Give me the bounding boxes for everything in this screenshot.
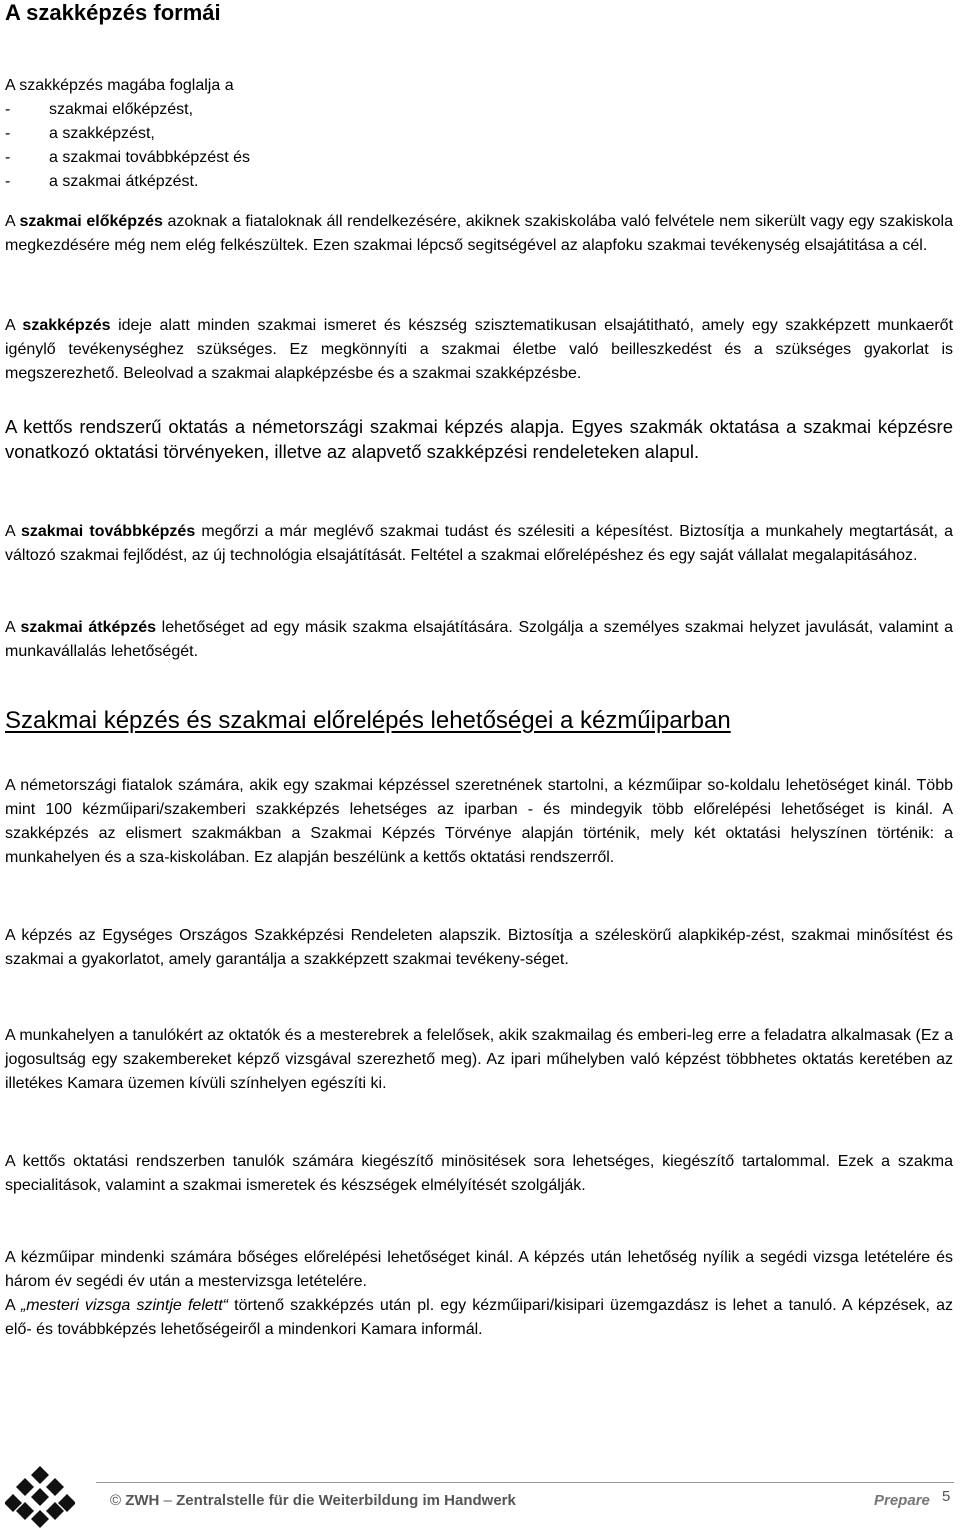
list-item: - a szakmai továbbképzést és	[5, 149, 250, 166]
list-item: - a szakmai átképzést.	[5, 173, 199, 190]
paragraph-retraining: A szakmai átképzés lehetőséget ad egy másik szakma elsajátítására. Szolgálja a személyes szakmai helyzet javulását, valamint a munkavállalás lehetőségét.	[5, 619, 954, 660]
paragraph-vocational-training: A szakképzés ideje alatt minden szakmai ismeret és készség szisztematikusan elsajátitható, amely egy szakképzett munkaerőt igénylő tevékenységhez szükséges. Ez megkönnyíti a szakmai életbe való beilleszkedést és a szükséges gyakorlat is megszerezhető. Beleolvad a szakmai alapképzésbe és a szakmai szakképzésbe.	[5, 317, 954, 382]
section-paragraph: A képzés az Egységes Országos Szakképzési Rendeleten alapszik. Biztosítja a széleskörű alapkikép-zést, szakmai minősítést és szakmai a gyakorlatot, amely garantálja a szakképzett szakmai tevékeny-séget.	[5, 927, 953, 968]
list-item: - a szakképzést,	[5, 125, 155, 142]
section-heading: Szakmai képzés és szakmai előrelépés lehetőségei a kézműiparban	[5, 707, 731, 734]
footer-prepare-label: Prepare	[874, 1492, 930, 1509]
footer-organization: © ZWH – Zentralstelle für die Weiterbildung im Handwerk	[110, 1492, 516, 1509]
list-item: - szakmai előképzést,	[5, 101, 194, 118]
paragraph-dual-system: A kettős rendszerű oktatás a németországi szakmai képzés alapja. Egyes szakmák oktatása a szakmai képzésre vonatkozó oktatási törvényeken, illetve az alapvető szakképzési rendeleteken alapul.	[5, 416, 953, 462]
paragraph-preliminary-training: A szakmai előképzés azoknak a fiataloknak áll rendelkezésére, akiknek szakiskolába való felvétele nem sikerült vagy egy szakiskola megkezdésére még nem elég felkészültek. Ezen szakmai lépcső segitségével az alapfoku szakmai tevékenység elsajátitása a cél.	[5, 213, 953, 254]
section-paragraph: A munkahelyen a tanulókért az oktatók és a mesterebrek a felelősek, akik szakmailag és emberi-leg erre a feladatra alkalmasak (Ez a jogosultság egy szakembereket képző vizsgával szerezhető meg). Az ipari műhelyben való képzést többhetes oktatás keretében az illetékes Kamara üzemen kívüli színhelyen egészíti ki.	[5, 1027, 953, 1092]
zwh-logo-icon	[5, 1466, 75, 1528]
section-paragraph: A kettős oktatási rendszerben tanulók számára kiegészítő minösitések sora lehetséges, kiegészítő tartalommal. Ezek a szakma specialitások, valamint a szakmai ismeretek és készségek elmélyítését szolgálják.	[5, 1153, 953, 1194]
page-title: A szakképzés formái	[5, 0, 221, 25]
copyright-icon: ©	[110, 1492, 122, 1509]
page-number: 5	[942, 1488, 951, 1505]
section-paragraph: A németországi fiatalok számára, akik egy szakmai képzéssel szeretnének startolni, a kézműipar so-koldalu lehetöséget kinál. Több mint 100 kézműipari/szakemberi szakképzés lehetséges az iparban - és mindegyik több előrelépési lehetőséget is kinál. A szakképzés az elismert szakmákban a Szakmai Képzés Törvénye alapján történik, mely két oktatási helyszínen történik: a munkahelyen és a sza-kiskolában. Ez alapján beszélünk a kettős oktatási rendszerről.	[5, 777, 953, 866]
intro-text: A szakképzés magába foglalja a	[5, 77, 234, 94]
footer-divider	[96, 1482, 954, 1483]
forms-list	[5, 98, 953, 194]
intro-block	[5, 74, 953, 194]
section-paragraph: A kézműipar mindenki számára bőséges előrelépési lehetőséget kinál. A képzés után lehetőség nyílik a segédi vizsga letételére és három év segédi év után a mestervizsga letételére. A „mesteri vizsga szintje felett“ törtenő szakképzés után pl. egy kézműipari/kisipari üzemgazdász is lehet a tanuló. A képzések, az elő- és továbbképzés lehetőségeiről a mindenkori Kamara informál.	[5, 1249, 954, 1338]
paragraph-further-training: A szakmai továbbképzés megőrzi a már meglévő szakmai tudást és szélesiti a képesítést. Biztosítja a munkahely megtartását, a változó szakmai fejlődést, az új technológia elsajátítását. Feltétel a szakmai előrelépéshez és egy saját vállalat megalapitásához.	[5, 523, 954, 564]
